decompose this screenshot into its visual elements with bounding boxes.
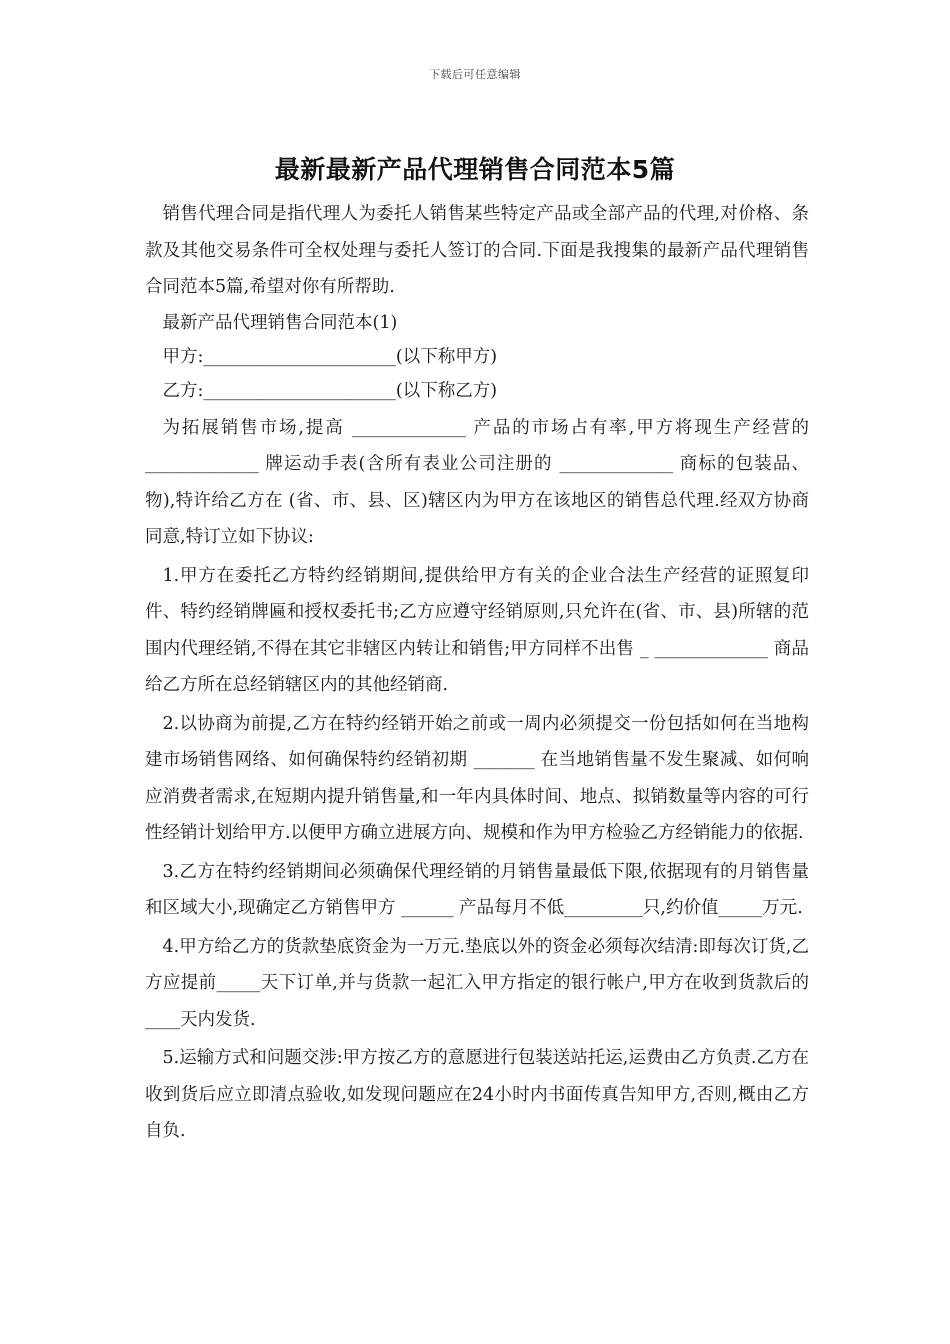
paragraph-clause-5: 5.运输方式和问题交涉:甲方按乙方的意愿进行包装送站托运,运费由乙方负责.乙方在收到货后应立即清点验收,如发现问题应在24小时内书面传真告知甲方,否则,概由乙方自负.: [145, 1048, 809, 1141]
paragraph-party-b: 乙方:______________________(以下称乙方): [162, 380, 498, 401]
paragraph-party-a: 甲方:______________________(以下称甲方): [162, 346, 498, 367]
header-note: 下载后可任意编辑: [429, 68, 521, 81]
document-title: 最新最新产品代理销售合同范本5篇: [274, 155, 676, 184]
paragraph-contract-heading: 最新产品代理销售合同范本(1): [162, 312, 398, 333]
paragraph-clause-3: 3.乙方在特约经销期间必须确保代理经销的月销售量最低下限,依据现有的月销售量和区域大小,现确定乙方销售甲方 ______ 产品每月不低_________只,约价值_____万元.: [145, 861, 809, 918]
paragraph-clause-2: 2.以协商为前提,乙方在特约经销开始之前或一周内必须提交一份包括如何在当地构建市场销售网络、如何确保特约经销初期 _______ 在当地销售量不发生聚减、如何响应消费者需求,在短期内提升销售量,和一年内具体时间、地点、拟销数量等内容的可行性经销计划给甲方.以便甲方确立进展方向、规模和作为甲方检验乙方经销能力的依据.: [145, 713, 809, 843]
paragraph-preamble: 为拓展销售市场,提高 _____________ 产品的市场占有率,甲方将现生产经营的 _____________ 牌运动手表(含所有表业公司注册的 _____________ 商标的包装品、物),特许给乙方在 (省、市、县、区)辖区内为甲方在该地区的销售总代理.经双方协商同意,特订立如下协议:: [145, 417, 809, 547]
paragraph-clause-1: 1.甲方在委托乙方特约经销期间,提供给甲方有关的企业合法生产经营的证照复印件、特约经销牌匾和授权委托书;乙方应遵守经销原则,只允许在(省、市、县)所辖的范围内代理经销,不得在其它非辖区内转让和销售;甲方同样不出售 _ _____________ 商品给乙方所在总经销辖区内的其他经销商.: [145, 565, 809, 695]
paragraph-clause-4: 4.甲方给乙方的货款垫底资金为一万元.垫底以外的资金必须每次结清:即每次订货,乙方应提前_____天下订单,并与货款一起汇入甲方指定的银行帐户,甲方在收到货款后的____天内发货.: [145, 936, 809, 1030]
paragraph-intro: 销售代理合同是指代理人为委托人销售某些特定产品或全部产品的代理,对价格、条款及其他交易条件可全权处理与委托人签订的合同.下面是我搜集的最新产品代理销售合同范本5篇,希望对你有所帮助.: [145, 204, 809, 297]
document-body: [145, 196, 809, 1150]
